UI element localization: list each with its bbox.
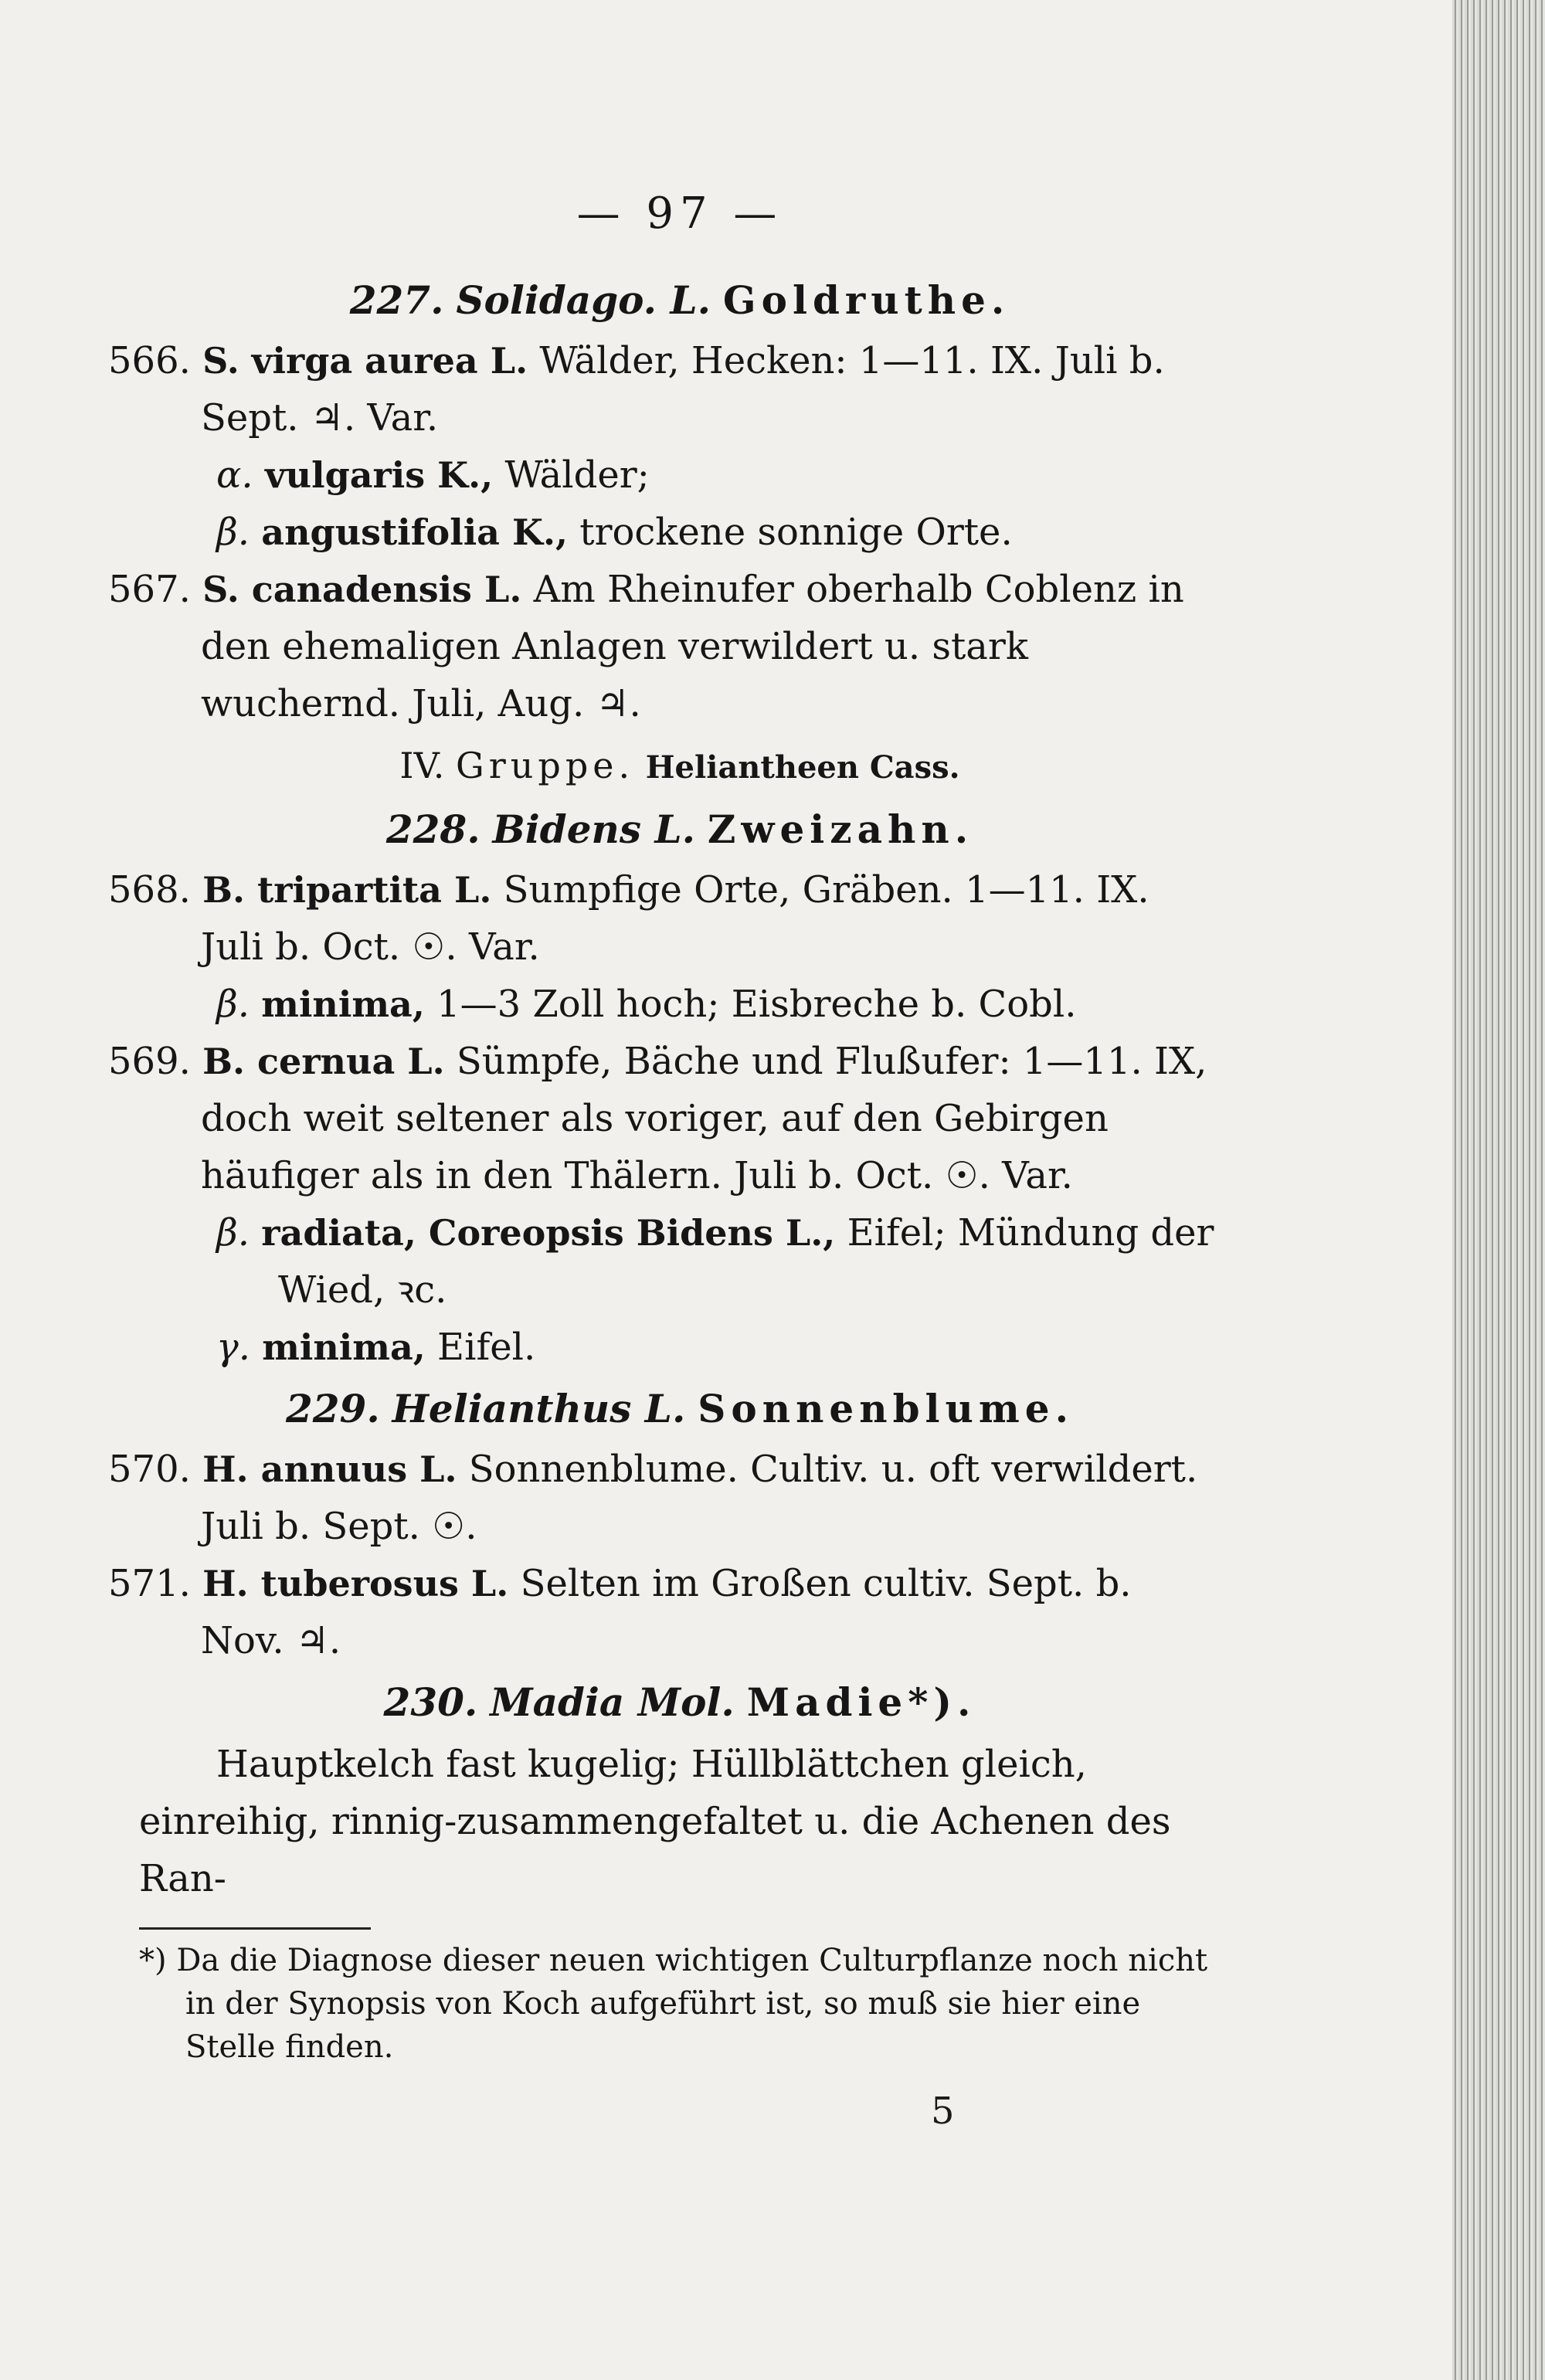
species-description: Wälder, Hecken: 1—11. IX. Juli b. Sept. ♃. Var.	[201, 339, 1165, 440]
variety-entry-gamma	[139, 1319, 1221, 1376]
footnote-text: Da die Diagnose dieser neuen wichtigen Culturpflanze noch nicht in der Synopsis von Koch aufgeführt ist, so muß sie hier eine Stelle finden.	[176, 1943, 1208, 2065]
species-latin-name: B. tripartita L.	[202, 869, 492, 911]
species-number: 568.	[108, 868, 191, 912]
variety-letter: β.	[216, 983, 250, 1026]
footnote-mark: *)	[139, 1943, 167, 1978]
genus-description: Hauptkelch fast kugelig; Hüllblättchen gleich, einreihig, rinnig-zusammengefaltet u. die Achenen des Ran-	[139, 1743, 1171, 1900]
genus-number: 229.	[285, 1386, 380, 1431]
species-description: Am Rheinufer oberhalb Coblenz in den ehemaligen Anlagen verwildert u. stark wuchernd. Juli, Aug. ♃.	[201, 568, 1184, 725]
species-description: Sonnenblume. Cultiv. u. oft verwildert. Juli b. Sept. ☉.	[201, 1448, 1198, 1548]
variety-description: Eifel; Mündung der Wied, ꝛc.	[278, 1211, 1214, 1312]
page-content	[108, 185, 1221, 2069]
variety-latin-name: angustifolia K.,	[261, 511, 569, 553]
variety-description: trockene sonnige Orte.	[579, 511, 1013, 554]
variety-latin-name: radiata, Coreopsis Bidens L.,	[261, 1212, 836, 1254]
genus-latin-name: Bidens L.	[492, 806, 696, 852]
variety-letter: β.	[216, 511, 250, 554]
page-stack-edge	[1452, 0, 1545, 2380]
genus-german-name: Sonnenblume.	[698, 1386, 1075, 1431]
variety-latin-name: minima,	[261, 983, 425, 1025]
group-latin-name: Heliantheen Cass.	[645, 749, 960, 786]
species-number: 571.	[108, 1562, 191, 1605]
species-description: Sumpfige Orte, Gräben. 1—11. IX. Juli b. Oct. ☉. Var.	[201, 868, 1149, 969]
variety-description: Wälder;	[504, 453, 650, 497]
genus-latin-name: Helianthus L.	[392, 1386, 686, 1431]
variety-description: 1—3 Zoll hoch; Eisbreche b. Cobl.	[436, 983, 1077, 1026]
species-entry-569	[108, 1033, 1221, 1204]
species-number: 567.	[108, 568, 191, 611]
genus-heading-228	[139, 801, 1221, 858]
species-latin-name: S. canadensis L.	[202, 569, 522, 610]
genus-number: 227.	[349, 277, 444, 323]
page-number: — 97 —	[576, 188, 783, 239]
species-entry-566	[108, 332, 1221, 446]
variety-letter: α.	[216, 453, 253, 497]
species-entry-570	[108, 1441, 1221, 1555]
species-number: 566.	[108, 339, 191, 382]
species-entry-568	[108, 861, 1221, 976]
genus-german-name: Goldruthe.	[722, 277, 1010, 323]
genus-heading-227	[139, 272, 1221, 329]
species-number: 570.	[108, 1448, 191, 1491]
printer-signature: 5	[931, 2090, 955, 2133]
variety-latin-name: vulgaris K.,	[264, 454, 494, 496]
variety-entry-beta	[139, 1204, 1221, 1319]
footnote-divider	[139, 1927, 371, 1930]
genus-german-name: Zweizahn.	[707, 806, 974, 852]
species-latin-name: H. annuus L.	[202, 1448, 457, 1490]
variety-entry-alpha	[139, 446, 1221, 504]
variety-latin-name: minima,	[262, 1326, 426, 1368]
group-roman-numeral: IV.	[399, 745, 445, 786]
genus-german-name: Madie*).	[746, 1679, 976, 1725]
variety-description: Eifel.	[437, 1326, 536, 1369]
footnote	[139, 1939, 1221, 2069]
genus-heading-229	[139, 1380, 1221, 1438]
species-description: Sümpfe, Bäche und Flußufer: 1—11. IX, doch weit seltener als voriger, auf den Gebirgen häufiger als in den Thälern. Juli b. Oct. ☉. Var.	[201, 1040, 1207, 1197]
species-latin-name: B. cernua L.	[202, 1041, 445, 1082]
species-entry-567	[108, 561, 1221, 732]
genus-heading-230	[139, 1674, 1221, 1731]
variety-letter: γ.	[216, 1326, 250, 1369]
genus-latin-name: Madia Mol.	[490, 1679, 735, 1725]
species-description: Selten im Großen cultiv. Sept. b. Nov. ♃.	[201, 1562, 1132, 1662]
species-latin-name: S. virga aurea L.	[202, 340, 528, 382]
species-number: 569.	[108, 1040, 191, 1083]
variety-entry-beta	[139, 504, 1221, 561]
genus-number: 230.	[383, 1679, 478, 1725]
genus-number: 228.	[385, 806, 480, 852]
variety-entry-beta	[139, 976, 1221, 1033]
group-label: Gruppe.	[456, 745, 635, 786]
group-heading	[139, 737, 1221, 796]
variety-letter: β.	[216, 1211, 250, 1255]
genus-latin-name: Solidago. L.	[456, 277, 711, 323]
species-entry-571	[108, 1555, 1221, 1669]
species-latin-name: H. tuberosus L.	[202, 1563, 509, 1604]
